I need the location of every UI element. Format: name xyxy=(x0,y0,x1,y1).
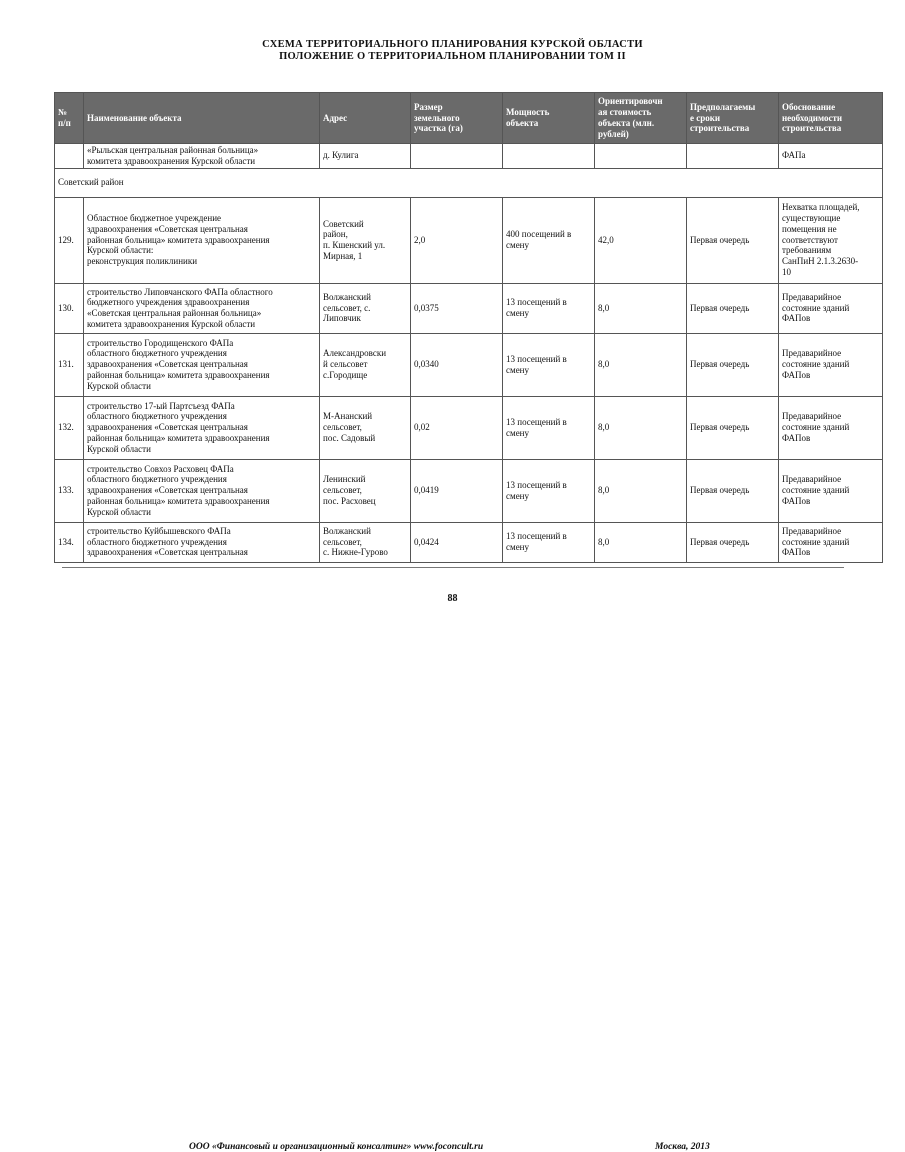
row-address: Александровски й сельсовет с.Городище xyxy=(320,333,411,396)
row-num: 133. xyxy=(55,459,84,522)
table-row xyxy=(55,459,883,522)
row-term xyxy=(687,144,779,169)
column-header: Обоснование необходимости строительства xyxy=(779,93,883,144)
row-reason: ФАПа xyxy=(779,144,883,169)
table-header-row xyxy=(55,93,883,144)
row-cost: 8,0 xyxy=(595,396,687,459)
footer-city: Москва, 2013 xyxy=(655,1142,710,1152)
row-area: 0,0419 xyxy=(411,459,503,522)
document-title: СХЕМА ТЕРРИТОРИАЛЬНОГО ПЛАНИРОВАНИЯ КУРСКОЙ ОБЛАСТИ xyxy=(262,39,643,50)
row-term: Первая очередь xyxy=(687,333,779,396)
row-cost: 8,0 xyxy=(595,333,687,396)
row-num: 134. xyxy=(55,522,84,562)
row-num: 129. xyxy=(55,197,84,283)
column-header: Адрес xyxy=(320,93,411,144)
row-term: Первая очередь xyxy=(687,283,779,333)
row-cost: 42,0 xyxy=(595,197,687,283)
row-num: 131. xyxy=(55,333,84,396)
row-name: строительство Городищенского ФАПа областного бюджетного учреждения здравоохранения «Советская центральная районная больница» комитета здравоохранения Курской области xyxy=(84,333,320,396)
row-reason: Предаварийное состояние зданий ФАПов xyxy=(779,333,883,396)
column-header: Мощность объекта xyxy=(503,93,595,144)
row-cost: 8,0 xyxy=(595,459,687,522)
column-header: Размер земельного участка (га) xyxy=(411,93,503,144)
table-row xyxy=(55,333,883,396)
row-area: 2,0 xyxy=(411,197,503,283)
page-number: 88 xyxy=(447,593,458,604)
row-cost xyxy=(595,144,687,169)
objects-table xyxy=(54,92,883,563)
row-term: Первая очередь xyxy=(687,522,779,562)
row-address: Ленинский сельсовет, пос. Расховец xyxy=(320,459,411,522)
row-reason: Нехватка площадей, существующие помещения не соответствуют требованиям СанПиН 2.1.3.2630- 10 xyxy=(779,197,883,283)
row-address: Волжанский сельсовет, с. Липовчик xyxy=(320,283,411,333)
column-header: № п/п xyxy=(55,93,84,144)
row-name: строительство 17-ый Партсъезд ФАПа областного бюджетного учреждения здравоохранения «Советская центральная районная больница» комитета здравоохранения Курской области xyxy=(84,396,320,459)
table-row xyxy=(55,144,883,169)
row-reason: Предаварийное состояние зданий ФАПов xyxy=(779,522,883,562)
row-address: Советский район, п. Кшенский ул. Мирная, 1 xyxy=(320,197,411,283)
column-header: Наименование объекта xyxy=(84,93,320,144)
row-reason: Предаварийное состояние зданий ФАПов xyxy=(779,459,883,522)
row-cost: 8,0 xyxy=(595,522,687,562)
row-name: строительство Совхоз Расховец ФАПа областного бюджетного учреждения здравоохранения «Советская центральная районная больница» комитета здравоохранения Курской области xyxy=(84,459,320,522)
document-subtitle: ПОЛОЖЕНИЕ О ТЕРРИТОРИАЛЬНОМ ПЛАНИРОВАНИИ ТОМ II xyxy=(279,51,626,62)
row-capacity: 13 посещений в смену xyxy=(503,522,595,562)
row-name: «Рыльская центральная районная больница» комитета здравоохранения Курской области xyxy=(84,144,320,169)
row-term: Первая очередь xyxy=(687,197,779,283)
row-address: М-Ананский сельсовет, пос. Садовый xyxy=(320,396,411,459)
table-row xyxy=(55,522,883,562)
row-area: 0,0375 xyxy=(411,283,503,333)
row-name: строительство Липовчанского ФАПа областного бюджетного учреждения здравоохранения «Советская центральная районная больница» комитета здравоохранения Курской области xyxy=(84,283,320,333)
row-area xyxy=(411,144,503,169)
region-label: Советский район xyxy=(55,168,883,197)
row-capacity xyxy=(503,144,595,169)
column-header: Предполагаемы е сроки строительства xyxy=(687,93,779,144)
row-name: Областное бюджетное учреждение здравоохранения «Советская центральная районная больница» комитета здравоохранения Курской области: реконструкция поликлиники xyxy=(84,197,320,283)
row-reason: Предаварийное состояние зданий ФАПов xyxy=(779,396,883,459)
row-num: 132. xyxy=(55,396,84,459)
footer-divider xyxy=(62,567,844,568)
table-row xyxy=(55,396,883,459)
region-row xyxy=(55,168,883,197)
row-num xyxy=(55,144,84,169)
row-area: 0,02 xyxy=(411,396,503,459)
row-term: Первая очередь xyxy=(687,396,779,459)
row-address: д. Кулига xyxy=(320,144,411,169)
row-capacity: 400 посещений в смену xyxy=(503,197,595,283)
row-address: Волжанский сельсовет, с. Нижне-Гурово xyxy=(320,522,411,562)
row-name: строительство Куйбышевского ФАПа областного бюджетного учреждения здравоохранения «Советская центральная xyxy=(84,522,320,562)
row-area: 0,0340 xyxy=(411,333,503,396)
row-term: Первая очередь xyxy=(687,459,779,522)
row-reason: Предаварийное состояние зданий ФАПов xyxy=(779,283,883,333)
footer-company: ООО «Финансовый и организационный консалтинг» www.foconcult.ru xyxy=(189,1142,484,1152)
row-cost: 8,0 xyxy=(595,283,687,333)
table-row xyxy=(55,283,883,333)
row-num: 130. xyxy=(55,283,84,333)
row-capacity: 13 посещений в смену xyxy=(503,459,595,522)
row-capacity: 13 посещений в смену xyxy=(503,396,595,459)
row-area: 0,0424 xyxy=(411,522,503,562)
row-capacity: 13 посещений в смену xyxy=(503,333,595,396)
table-row xyxy=(55,197,883,283)
column-header: Ориентировочн ая стоимость объекта (млн. рублей) xyxy=(595,93,687,144)
row-capacity: 13 посещений в смену xyxy=(503,283,595,333)
